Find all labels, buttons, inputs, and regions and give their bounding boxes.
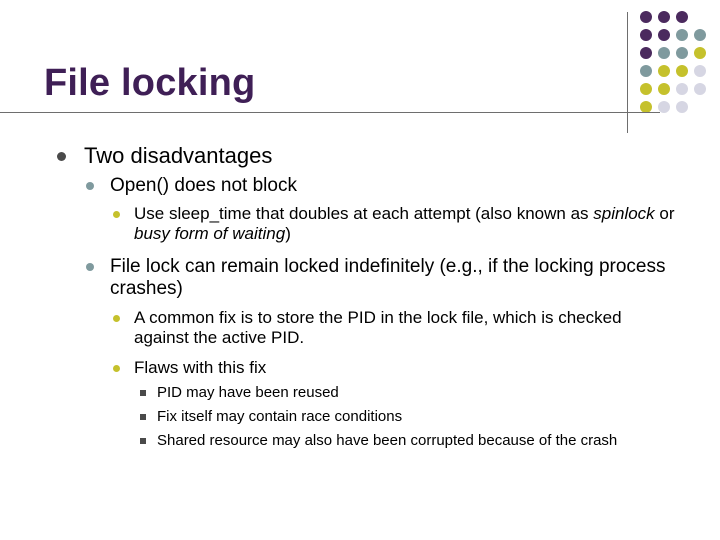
- bullet-marker: [113, 211, 120, 218]
- dot: [676, 47, 688, 59]
- bullet-two-disadvantages: Two disadvantages: [84, 143, 273, 168]
- dot: [640, 65, 652, 77]
- busy-waiting-term: busy form of waiting: [134, 223, 286, 243]
- sleep-time-text: Use sleep_time that doubles at each attempt (also known as: [134, 204, 594, 223]
- bullet-marker: [86, 182, 94, 190]
- dot: [658, 65, 670, 77]
- spinlock-term: spinlock: [593, 204, 655, 223]
- dot: [658, 29, 670, 41]
- bullet-marker: [140, 390, 146, 396]
- dot: [694, 47, 706, 59]
- sleep-time-or: or: [654, 204, 675, 223]
- dot: [694, 29, 706, 41]
- dot: [676, 101, 688, 113]
- dot: [658, 83, 670, 95]
- bullet-flaws-with-fix: Flaws with this fix: [134, 358, 267, 377]
- bullet-race-conditions: Fix itself may contain race conditions: [157, 408, 403, 425]
- dot: [640, 29, 652, 41]
- bullet-open-does-not-block: Open() does not block: [110, 175, 297, 196]
- dot: [658, 47, 670, 59]
- bullet-marker: [86, 263, 94, 271]
- dot: [676, 29, 688, 41]
- title-vertical-rule: [627, 12, 628, 133]
- dot: [676, 65, 688, 77]
- dot: [694, 65, 706, 77]
- dot: [694, 83, 706, 95]
- dot: [640, 83, 652, 95]
- bullet-sleep-time: [134, 204, 704, 243]
- bullet-marker: [140, 438, 146, 444]
- bullet-marker: [140, 414, 146, 420]
- dot: [640, 11, 652, 23]
- bullet-common-fix: A common fix is to store the PID in the lock file, which is checked against the active PID.: [134, 308, 622, 347]
- bullet-pid-reused: PID may have been reused: [157, 384, 339, 401]
- sleep-time-close: ): [285, 223, 291, 243]
- dot: [640, 47, 652, 59]
- bullet-marker: [113, 365, 120, 372]
- dot: [658, 11, 670, 23]
- dot: [676, 11, 688, 23]
- bullet-marker: [57, 152, 66, 161]
- title-horizontal-rule: [0, 112, 660, 113]
- bullet-marker: [113, 315, 120, 322]
- dot: [676, 83, 688, 95]
- bullet-shared-resource-corrupted: Shared resource may also have been corrupted because of the crash: [157, 432, 618, 449]
- slide-title: File locking: [44, 62, 256, 104]
- bullet-file-lock-remains: File lock can remain locked indefinitely (e.g., if the locking process crashes): [110, 256, 666, 299]
